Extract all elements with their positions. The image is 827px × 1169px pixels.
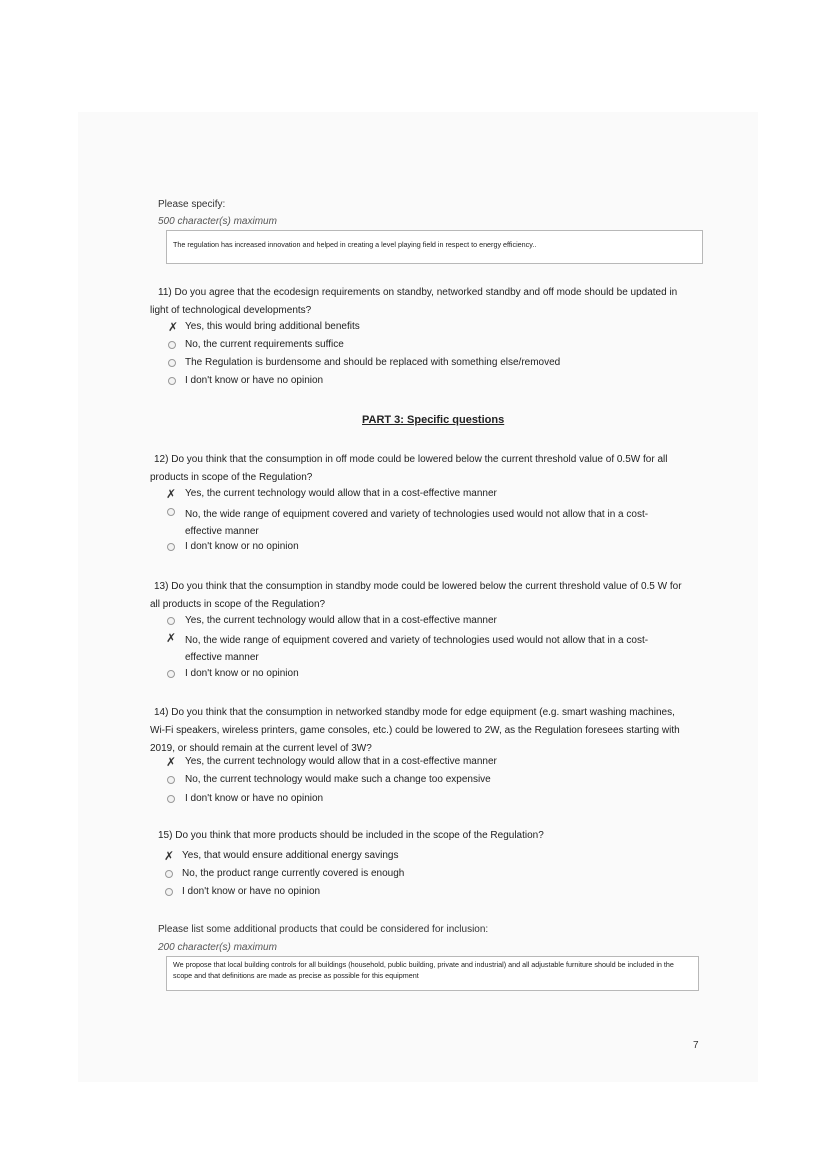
q13-option-2-checked-radio[interactable]: ✗ xyxy=(166,631,177,645)
q14-option-1-checked-radio[interactable]: ✗ xyxy=(166,755,177,769)
specify-label: Please specify: xyxy=(158,199,226,210)
question-13-text: 13) Do you think that the consumption in standby mode could be lowered below the current threshold value of 0.5 W for all products in scope of the Regulation? xyxy=(150,581,682,610)
q11-option-2-radio[interactable] xyxy=(168,341,176,349)
q13-option-2-label: No, the wide range of equipment covered and variety of technologies used would not allow that in a cost-effective manner xyxy=(185,635,649,663)
q12-option-3-radio[interactable] xyxy=(167,543,175,551)
q11-option-1-checked-radio[interactable]: ✗ xyxy=(168,320,179,334)
q11-option-4-radio[interactable] xyxy=(168,377,176,385)
q13-option-3-label: I don't know or no opinion xyxy=(185,668,299,679)
q12-option-2-radio[interactable] xyxy=(167,508,175,516)
page-number: 7 xyxy=(693,1040,699,1051)
q15-option-2-label: No, the product range currently covered is enough xyxy=(182,868,405,879)
q15-option-1-label: Yes, that would ensure additional energy savings xyxy=(182,850,399,861)
q15-option-2-radio[interactable] xyxy=(165,870,173,878)
part-3-heading: PART 3: Specific questions xyxy=(362,414,505,426)
q14-option-3-radio[interactable] xyxy=(167,795,175,803)
q14-option-3-label: I don't know or have no opinion xyxy=(185,793,324,804)
additional-products-label: Please list some additional products that could be considered for inclusion: xyxy=(158,924,489,935)
q13-option-3-radio[interactable] xyxy=(167,670,175,678)
q13-option-1-label: Yes, the current technology would allow that in a cost-effective manner xyxy=(185,615,497,626)
additional-products-answer-field[interactable]: We propose that local building controls for all buildings (household, public building, private and industrial) and all adjustable furniture should be included in the scope and that definitions are made as precise as possible for this equipment xyxy=(166,956,699,991)
q14-option-2-label: No, the current technology would make such a change too expensive xyxy=(185,774,491,785)
q14-option-1-label: Yes, the current technology would allow that in a cost-effective manner xyxy=(185,756,497,767)
q11-option-3-radio[interactable] xyxy=(168,359,176,367)
additional-products-char-limit: 200 character(s) maximum xyxy=(158,942,277,953)
q12-option-1-checked-radio[interactable]: ✗ xyxy=(166,487,177,501)
q11-option-3-label: The Regulation is burdensome and should be replaced with something else/removed xyxy=(185,357,561,368)
q12-option-2-label: No, the wide range of equipment covered and variety of technologies used would not allow that in a cost-effective manner xyxy=(185,509,649,537)
q15-option-3-radio[interactable] xyxy=(165,888,173,896)
question-15-text: 15) Do you think that more products should be included in the scope of the Regulation? xyxy=(158,830,544,841)
question-12-text: 12) Do you think that the consumption in off mode could be lowered below the current threshold value of 0.5W for all products in scope of the Regulation? xyxy=(150,454,668,483)
q14-option-2-radio[interactable] xyxy=(167,776,175,784)
q15-option-3-label: I don't know or have no opinion xyxy=(182,886,321,897)
specify-answer-field[interactable]: The regulation has increased innovation and helped in creating a level playing field in respect to energy efficiency.. xyxy=(166,230,703,264)
specify-char-limit: 500 character(s) maximum xyxy=(158,216,277,227)
q12-option-1-label: Yes, the current technology would allow that in a cost-effective manner xyxy=(185,488,497,499)
q11-option-1-label: Yes, this would bring additional benefits xyxy=(185,321,360,332)
q11-option-2-label: No, the current requirements suffice xyxy=(185,339,344,350)
q13-option-1-radio[interactable] xyxy=(167,617,175,625)
q11-option-4-label: I don't know or have no opinion xyxy=(185,375,324,386)
question-14-text: 14) Do you think that the consumption in networked standby mode for edge equipment (e.g. smart washing machines, Wi-Fi speakers, wireless printers, game consoles, etc.) could be lowered to 2W, as the Regulation foresees starting with 2019, or should remain at the current level of 3W? xyxy=(150,707,680,754)
q15-option-1-checked-radio[interactable]: ✗ xyxy=(164,849,175,863)
question-11-text: 11) Do you agree that the ecodesign requirements on standby, networked standby and off mode should be updated in light of technological developments? xyxy=(150,287,678,316)
q12-option-3-label: I don't know or no opinion xyxy=(185,541,299,552)
